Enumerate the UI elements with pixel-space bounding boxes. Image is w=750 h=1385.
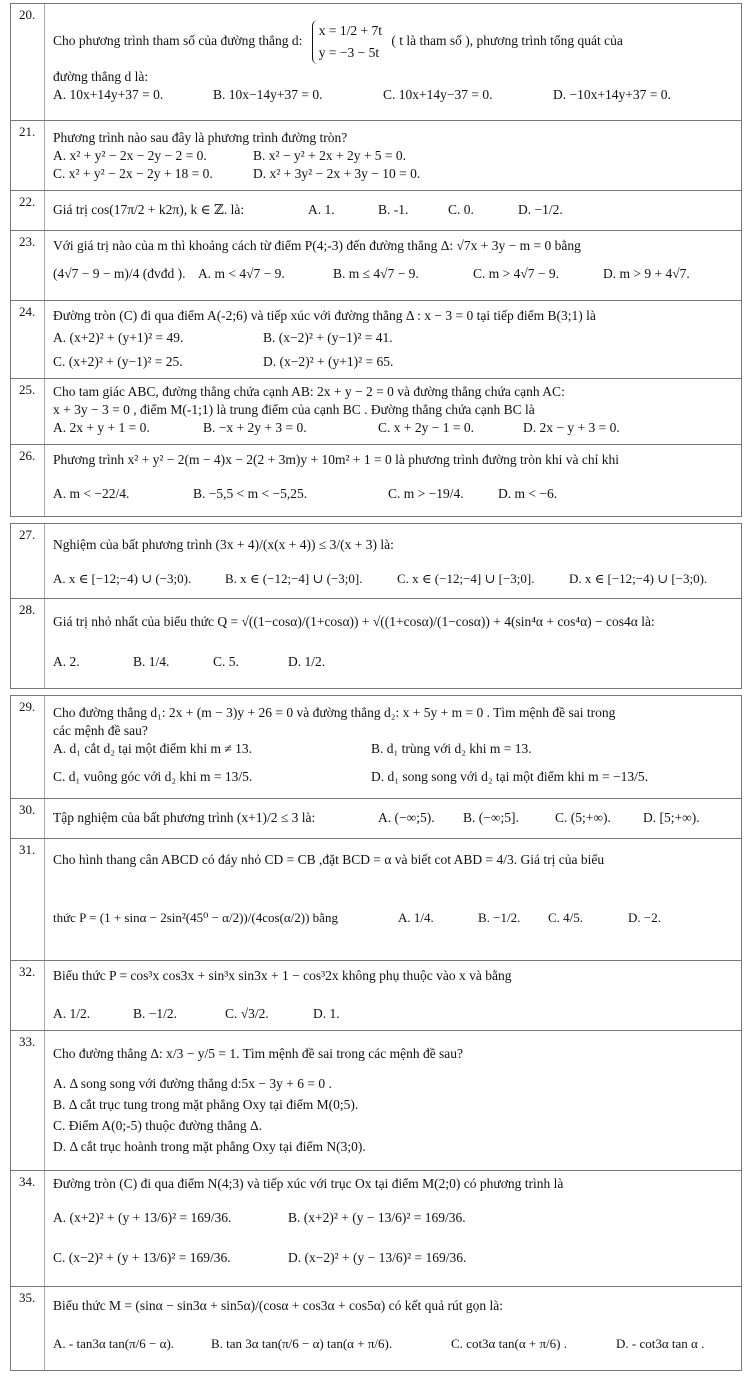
question-26	[10, 445, 742, 517]
question-29	[10, 695, 742, 799]
option-a[interactable]: A. (x+2)² + (y + 13/6)² = 169/36.	[53, 1210, 232, 1225]
option-a[interactable]: A. 1/4.	[398, 910, 434, 925]
option-d[interactable]: D. m > 9 + 4√7.	[603, 266, 690, 281]
question-text: Giá trị nhỏ nhất của biểu thức Q = √((1−cosα)/(1+cosα)) + √((1+cosα)/(1−cosα)) + 4(sin⁴α + cos⁴α) − cos4α là:	[53, 614, 655, 629]
question-32	[10, 961, 742, 1031]
option-a[interactable]: A. 1.	[308, 202, 335, 217]
option-a[interactable]: A. 1/2.	[53, 1006, 91, 1021]
question-number: 21.	[11, 121, 45, 190]
question-number: 27.	[11, 524, 45, 598]
question-33	[10, 1031, 742, 1171]
question-number: 35.	[11, 1287, 45, 1370]
question-23	[10, 231, 742, 301]
question-text: Cho hình thang cân ABCD có đáy nhỏ CD = CB ,đặt BCD = α và biết cot ABD = 4/3. Giá trị của biểu	[53, 852, 605, 867]
option-c[interactable]: C. d₁ vuông góc với d₂ khi m = 13/5.	[53, 769, 253, 784]
option-a[interactable]: A. x² + y² − 2x − 2y − 2 = 0.	[53, 148, 207, 163]
option-a[interactable]: A. (x+2)² + (y+1)² = 49.	[53, 330, 184, 345]
option-d[interactable]: D. [5;+∞).	[643, 810, 700, 825]
question-text: Nghiệm của bất phương trình (3x + 4)/(x(x + 4)) ≤ 3/(x + 3) là:	[53, 537, 394, 552]
question-text: Đường tròn (C) đi qua điểm N(4;3) và tiếp xúc với trục Ox tại điểm M(2;0) có phương trình là	[53, 1176, 564, 1191]
question-text: Biểu thức M = (sinα − sin3α + sin5α)/(cosα + cos3α + cos5α) có kết quả rút gọn là:	[53, 1298, 504, 1313]
option-d[interactable]: D. x ∈ [−12;−4) ∪ [−3;0).	[569, 571, 708, 586]
question-20	[10, 3, 742, 121]
option-c[interactable]: C. cot3α tan(α + π/6) .	[451, 1336, 567, 1351]
option-b[interactable]: B. −1/2.	[478, 910, 521, 925]
option-d[interactable]: D. Δ cắt trục hoành trong mặt phẳng Oxy tại điểm N(3;0).	[53, 1139, 366, 1154]
option-b[interactable]: B. (−∞;5].	[463, 810, 519, 825]
option-b[interactable]: B. -1.	[378, 202, 409, 217]
question-number: 28.	[11, 599, 45, 688]
option-c[interactable]: C. 0.	[448, 202, 474, 217]
question-sheet	[10, 3, 742, 1371]
option-d[interactable]: D. −2.	[628, 910, 661, 925]
question-number: 30.	[11, 799, 45, 838]
option-b[interactable]: B. −1/2.	[133, 1006, 177, 1021]
question-31	[10, 839, 742, 961]
question-number: 34.	[11, 1171, 45, 1286]
option-b[interactable]: B. −x + 2y + 3 = 0.	[203, 420, 307, 435]
question-27	[10, 523, 742, 599]
option-b[interactable]: B. 1/4.	[133, 654, 170, 669]
option-d[interactable]: D. - cot3α tan α .	[616, 1336, 705, 1351]
question-text-line2: x + 3y − 3 = 0 , điểm M(-1;1) là trung điểm của cạnh BC . Đường thẳng chứa cạnh BC là	[53, 402, 535, 417]
option-b[interactable]: B. x² − y² + 2x + 2y + 5 = 0.	[253, 148, 407, 163]
option-a[interactable]: A. m < 4√7 − 9.	[198, 266, 285, 281]
option-c[interactable]: C. 4/5.	[548, 910, 584, 925]
question-text: Phương trình nào sau đây là phương trình đường tròn?	[53, 130, 348, 145]
question-28	[10, 599, 742, 689]
question-number: 26.	[11, 445, 45, 516]
option-d[interactable]: D. 1/2.	[288, 654, 326, 669]
question-24	[10, 301, 742, 379]
option-b[interactable]: B. x ∈ (−12;−4] ∪ (−3;0].	[225, 571, 363, 586]
option-b[interactable]: B. −5,5 < m < −5,25.	[193, 486, 308, 501]
option-c[interactable]: C. x² + y² − 2x − 2y + 18 = 0.	[53, 166, 213, 181]
option-b[interactable]: B. tan 3α tan(π/6 − α) tan(α + π/6).	[211, 1336, 393, 1351]
question-text: Biểu thức P = cos³x cos3x + sin³x sin3x + 1 − cos³2x không phụ thuộc vào x và bằng	[53, 968, 512, 983]
question-number: 24.	[11, 301, 45, 378]
option-c[interactable]: C. (x−2)² + (y + 13/6)² = 169/36.	[53, 1250, 231, 1265]
question-number: 25.	[11, 379, 45, 444]
question-text: Cho phương trình tham số của đường thẳng d:	[53, 33, 303, 49]
option-d[interactable]: D. (x−2)² + (y − 13/6)² = 169/36.	[288, 1250, 467, 1265]
question-text: Cho đường thẳng d₁: 2x + (m − 3)y + 26 = 0 và đường thẳng d₂: x + 5y + m = 0 . Tìm mệnh đề sai trong	[53, 705, 616, 720]
question-number: 23.	[11, 231, 45, 300]
question-21	[10, 121, 742, 191]
question-text: Tập nghiệm của bất phương trình (x+1)/2 ≤ 3 là:	[53, 810, 316, 825]
question-text: Phương trình x² + y² − 2(m − 4)x − 2(2 + 3m)y + 10m² + 1 = 0 là phương trình đường tròn khi và chỉ khi	[53, 452, 620, 467]
option-c[interactable]: C. m > 4√7 − 9.	[473, 266, 560, 281]
options	[53, 86, 735, 104]
question-text: Giá trị cos(17π/2 + k2π), k ∈ ℤ. là:	[53, 202, 245, 217]
option-c[interactable]: C. 5.	[213, 654, 239, 669]
option-b[interactable]: B. (x−2)² + (y−1)² = 41.	[263, 330, 393, 345]
option-a[interactable]: A. 2.	[53, 654, 80, 669]
option-d[interactable]: D. m < −6.	[498, 486, 558, 501]
option-d[interactable]: D. x² + 3y² − 2x + 3y − 10 = 0.	[253, 166, 421, 181]
option-a[interactable]: A. x ∈ [−12;−4) ∪ (−3;0).	[53, 571, 192, 586]
option-b[interactable]: B. Δ cắt trục tung trong mặt phẳng Oxy tại điểm M(0;5).	[53, 1097, 359, 1112]
option-b[interactable]: B. d₁ trùng với d₂ khi m = 13.	[371, 741, 532, 756]
question-text: Đường tròn (C) đi qua điểm A(-2;6) và tiếp xúc với đường thẳng Δ : x − 3 = 0 tại tiếp điểm B(3;1) là	[53, 308, 596, 323]
question-30	[10, 799, 742, 839]
question-number: 29.	[11, 696, 45, 798]
question-number: 33.	[11, 1031, 45, 1170]
option-d[interactable]: D. 2x − y + 3 = 0.	[523, 420, 620, 435]
option-d[interactable]: D. 1.	[313, 1006, 340, 1021]
option-d[interactable]: D. d₁ song song với d₂ tại một điểm khi m = −13/5.	[371, 769, 649, 784]
question-number: 20.	[11, 4, 45, 120]
question-text-line2: thức P = (1 + sinα − 2sin²(45⁰ − α/2))/(4cos(α/2)) bằng	[53, 910, 338, 925]
question-text-tail: ( t là tham số ), phương trình tổng quát của	[391, 33, 623, 49]
question-22	[10, 191, 742, 231]
question-number: 31.	[11, 839, 45, 960]
option-c[interactable]: C. √3/2.	[225, 1006, 269, 1021]
option-a[interactable]: A. d₁ cắt d₂ tại một điểm khi m ≠ 13.	[53, 741, 253, 756]
question-text: Với giá trị nào của m thì khoảng cách từ điểm P(4;-3) đến đường thẳng Δ: √7x + 3y − m = 0 bằng	[53, 238, 581, 253]
option-d[interactable]: D. −1/2.	[518, 202, 563, 217]
question-25	[10, 379, 742, 445]
option-c[interactable]: C. (5;+∞).	[555, 810, 611, 825]
option-a[interactable]: A. - tan3α tan(π/6 − α).	[53, 1336, 175, 1351]
option-b[interactable]: B. 10x−14y+37 = 0.	[213, 87, 323, 102]
option-d[interactable]: D. −10x+14y+37 = 0.	[553, 87, 671, 102]
option-a[interactable]: A. (−∞;5).	[378, 810, 435, 825]
option-c[interactable]: C. Điểm A(0;-5) thuộc đường thẳng Δ.	[53, 1118, 263, 1133]
option-d[interactable]: D. (x−2)² + (y+1)² = 65.	[263, 354, 394, 369]
option-c[interactable]: C. m > −19/4.	[388, 486, 464, 501]
option-b[interactable]: B. (x+2)² + (y − 13/6)² = 169/36.	[288, 1210, 466, 1225]
question-text: Cho đường thẳng Δ: x/3 − y/5 = 1. Tìm mệnh đề sai trong các mệnh đề sau?	[53, 1046, 464, 1061]
question-text: Cho tam giác ABC, đường thẳng chứa cạnh AB: 2x + y − 2 = 0 và đường thẳng chứa cạnh AC:	[53, 384, 565, 399]
question-text-line2: đường thẳng d là:	[53, 69, 149, 84]
option-a[interactable]: A. 10x+14y+37 = 0.	[53, 87, 164, 102]
option-c[interactable]: C. x + 2y − 1 = 0.	[378, 420, 474, 435]
question-text-line2: các mệnh đề sau?	[53, 723, 148, 738]
question-number: 22.	[11, 191, 45, 230]
option-c[interactable]: C. x ∈ (−12;−4] ∪ [−3;0].	[397, 571, 535, 586]
question-34	[10, 1171, 742, 1287]
question-35	[10, 1287, 742, 1371]
option-b[interactable]: B. m ≤ 4√7 − 9.	[333, 266, 419, 281]
option-a[interactable]: A. 2x + y + 1 = 0.	[53, 420, 150, 435]
question-number: 32.	[11, 961, 45, 1030]
question-text-line2: (4√7 − 9 − m)/4 (đvđd ).	[53, 266, 186, 281]
option-c[interactable]: C. (x+2)² + (y−1)² = 25.	[53, 354, 183, 369]
option-c[interactable]: C. 10x+14y−37 = 0.	[383, 87, 493, 102]
option-a[interactable]: A. m < −22/4.	[53, 486, 130, 501]
option-a[interactable]: A. Δ song song với đường thẳng d:5x − 3y + 6 = 0 .	[53, 1076, 332, 1091]
parametric-system: x = 1/2 + 7t y = −3 − 5t	[312, 20, 382, 64]
